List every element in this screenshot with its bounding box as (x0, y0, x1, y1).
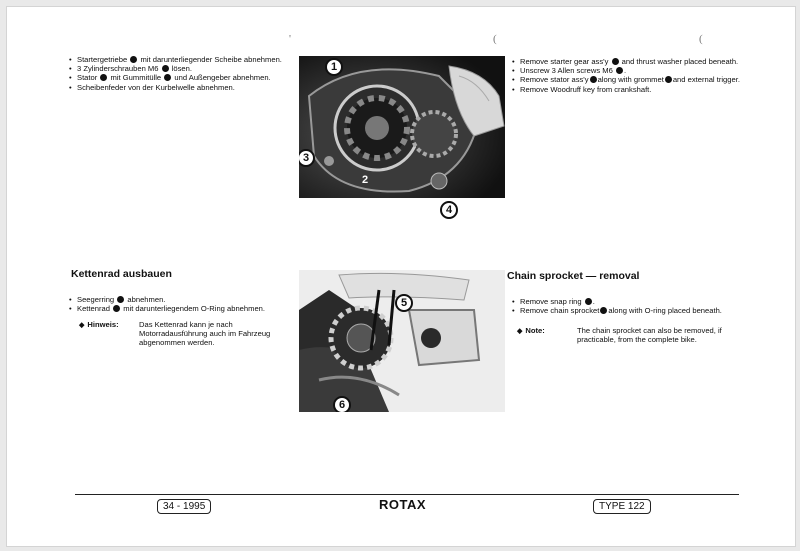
diamond-icon: ◆ (79, 322, 85, 329)
list-item: • Remove chain sprocket along with O-ring placed beneath. (512, 306, 747, 315)
list-item: • Remove stator ass'y along with grommet and external trigger. (512, 75, 742, 84)
manual-page (6, 6, 796, 547)
reference-marker (100, 74, 107, 81)
reference-marker (665, 76, 672, 83)
callout-1: 1 (325, 58, 343, 76)
callout-5: 5 (395, 294, 413, 312)
engine-stator-illustration (299, 56, 505, 198)
reference-marker (585, 298, 592, 305)
note-text: Das Kettenrad kann je nach Motorradausführung auch im Fahrzeug abgenommen werden. (139, 320, 271, 348)
english-steps-list (512, 57, 742, 94)
callout-4: 4 (440, 201, 458, 219)
note-text: The chain sprocket can also be removed, if practicable, from the complete bike. (577, 326, 722, 345)
list-item: • 3 Zylinderschrauben M6 lösen. (69, 64, 299, 73)
header-mark: ( (699, 33, 703, 45)
brand-logo: ROTAX (379, 497, 427, 512)
list-item: • Startergetriebe mit darunterliegender Scheibe abnehmen. (69, 55, 299, 64)
reference-marker (164, 74, 171, 81)
list-item: • Remove Woodruff key from crankshaft. (512, 85, 742, 94)
section-heading-german: Kettenrad ausbauen (71, 268, 172, 280)
type-label: TYPE 122 (593, 499, 651, 514)
diamond-icon: ◆ (517, 328, 523, 335)
sprocket-photo (299, 270, 505, 412)
german-sprocket-steps-list (69, 295, 299, 313)
list-item: • Kettenrad mit darunterliegendem O-Ring abnehmen. (69, 304, 299, 313)
german-steps-list (69, 55, 299, 92)
list-item: • Remove snap ring . (512, 297, 747, 306)
callout-3: 3 (299, 149, 315, 167)
list-item: • Seegerring abnehmen. (69, 295, 299, 304)
reference-marker (600, 307, 607, 314)
list-item: • Scheibenfeder von der Kurbelwelle abnehmen. (69, 83, 299, 92)
english-sprocket-steps-list (512, 297, 747, 315)
note-label: ◆ Note: (517, 326, 545, 335)
header-mark: ' (289, 33, 291, 45)
note-label: ◆ Hinweis: (79, 320, 119, 329)
callout-6: 6 (333, 396, 351, 412)
chain-sprocket-illustration (299, 270, 505, 412)
footer-rule (75, 494, 739, 495)
reference-marker (117, 296, 124, 303)
reference-marker (162, 65, 169, 72)
list-item: • Stator mit Gummitülle und Außengeber abnehmen. (69, 73, 299, 82)
reference-marker (130, 56, 137, 63)
reference-marker (612, 58, 619, 65)
stator-photo (299, 56, 505, 198)
list-item: • Unscrew 3 Allen screws M6 . (512, 66, 742, 75)
page-number: 34 - 1995 (157, 499, 211, 514)
callout-2: 2 (361, 174, 369, 186)
list-item: • Remove starter gear ass'y and thrust washer placed beneath. (512, 57, 742, 66)
reference-marker (616, 67, 623, 74)
section-heading-english: Chain sprocket — removal (507, 270, 640, 282)
reference-marker (113, 305, 120, 312)
header-mark: ( (493, 33, 497, 45)
reference-marker (590, 76, 597, 83)
